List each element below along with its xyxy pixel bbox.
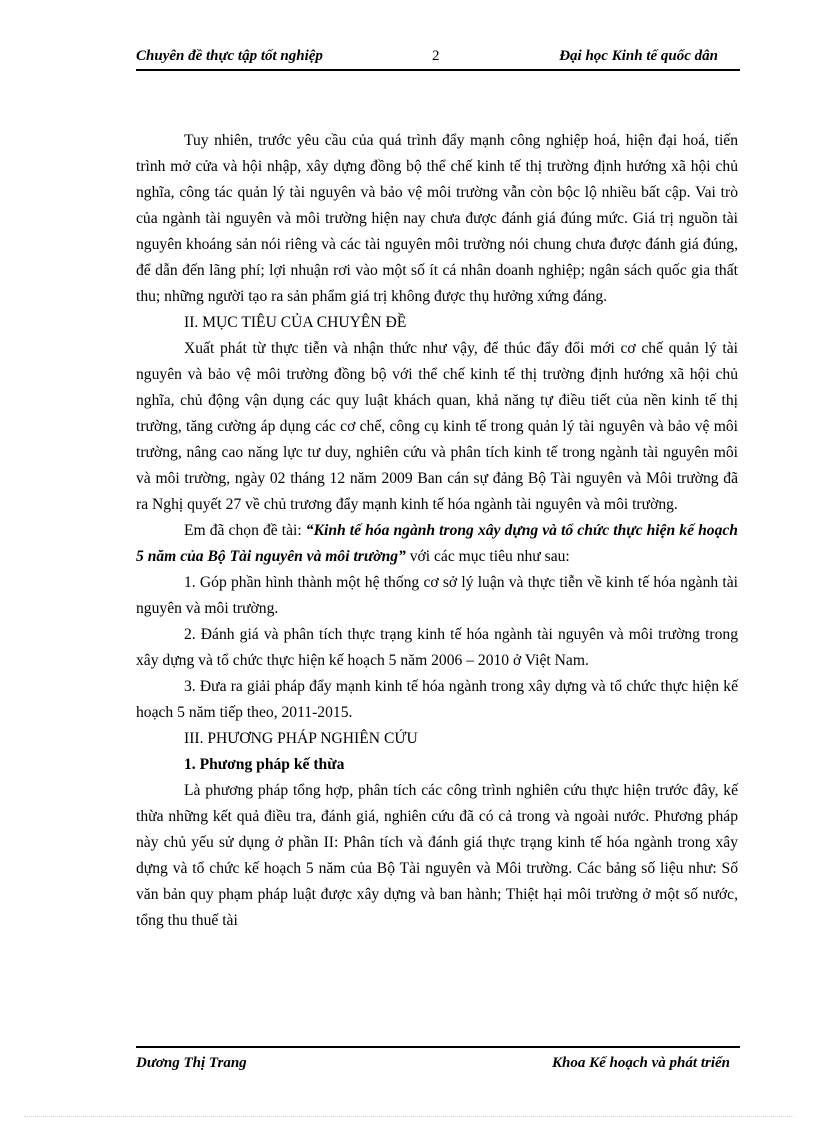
document-body xyxy=(136,128,738,934)
topic-intro: Em đã chọn đề tài: xyxy=(184,522,306,539)
paragraph: Tuy nhiên, trước yêu cầu của quá trình đẩy mạnh công nghiệp hoá, hiện đại hoá, tiến trình mở cửa và hội nhập, xây dựng đồng bộ thể chế kinh tế thị trường định hướng xã hội chủ nghĩa, công tác quản lý tài nguyên và bảo vệ môi trường vẫn còn bộc lộ nhiều bất cập. Vai trò của ngành tài nguyên và môi trường hiện nay chưa được đánh giá đúng mức. Giá trị nguồn tài nguyên khoáng sản nói riêng và các tài nguyên môi trường nói chung chưa được đánh giá đúng, để dẫn đến lãng phí; lợi nhuận rơi vào một số ít cá nhân doanh nghiệp; ngân sách quốc gia thất thu; những người tạo ra sản phẩm giá trị không được thụ hưởng xứng đáng. xyxy=(136,132,738,305)
page-number: 2 xyxy=(432,48,440,64)
section-heading: II. MỤC TIÊU CỦA CHUYÊN ĐỀ xyxy=(184,314,407,331)
author-name: Dương Thị Trang xyxy=(136,1055,247,1071)
paragraph: Là phương pháp tổng hợp, phân tích các công trình nghiên cứu thực hiện trước đây, kế thừa những kết quả điều tra, đánh giá, nghiên cứu đã có cả trong và ngoài nước. Phương pháp này chủ yếu sử dụng ở phần II: Phân tích và đánh giá thực trạng kinh tế hóa ngành trong xây dựng và tổ chức kế hoạch 5 năm của Bộ Tài nguyên và Môi trường. Các bảng số liệu như: Số văn bản quy phạm pháp luật được xây dựng và ban hành; Thiệt hại môi trường ở một số nước, tổng thu thuế tài xyxy=(136,782,738,929)
section-heading: III. PHƯƠNG PHÁP NGHIÊN CỨU xyxy=(184,730,418,747)
faculty-name: Khoa Kế hoạch và phát triển xyxy=(552,1055,730,1071)
page-header xyxy=(136,46,740,70)
header-university: Đại học Kinh tế quốc dân xyxy=(559,48,718,64)
page-footer xyxy=(136,1055,740,1077)
topic-title: “Kinh tế hóa ngành trong xây dựng và tổ chức thực hiện kế hoạch 5 năm của Bộ Tài nguyên và môi trường” xyxy=(136,522,738,565)
list-item: 2. Đánh giá và phân tích thực trạng kinh tế hóa ngành tài nguyên và môi trường trong xây dựng và tổ chức thực hiện kế hoạch 5 năm 2006 – 2010 ở Việt Nam. xyxy=(136,626,738,669)
list-item: 1. Góp phần hình thành một hệ thống cơ sở lý luận và thực tiễn về kinh tế hóa ngành tài nguyên và môi trường. xyxy=(136,574,738,617)
footer-rule xyxy=(136,1046,740,1048)
page-edge-dots xyxy=(24,1116,794,1117)
paragraph xyxy=(136,518,738,570)
paragraph: Xuất phát từ thực tiễn và nhận thức như vậy, để thúc đẩy đổi mới cơ chế quản lý tài nguyên và bảo vệ môi trường đồng bộ với thể chế kinh tế thị trường định hướng xã hội chủ nghĩa, chủ động vận dụng các quy luật khách quan, khả năng tự điều tiết của nền kinh tế thị trường, tăng cường áp dụng các cơ chế, công cụ kinh tế trong quản lý tài nguyên và bảo vệ môi trường, nâng cao năng lực tư duy, nghiên cứu và phân tích kinh tế trong ngành tài nguyên môi và môi trường, ngày 02 tháng 12 năm 2009 Ban cán sự đảng Bộ Tài nguyên và Môi trường đã ra Nghị quyết 27 về chủ trương đẩy mạnh kinh tế hóa ngành tài nguyên và môi trường. xyxy=(136,340,738,513)
topic-suffix: với các mục tiêu như sau: xyxy=(405,548,570,565)
header-rule xyxy=(136,69,740,71)
list-item: 3. Đưa ra giải pháp đẩy mạnh kinh tế hóa ngành trong xây dựng và tổ chức thực hiện kế hoạch 5 năm tiếp theo, 2011-2015. xyxy=(136,678,738,721)
header-title: Chuyên đề thực tập tốt nghiệp xyxy=(136,48,323,64)
subsection-heading: 1. Phương pháp kế thừa xyxy=(184,756,345,773)
